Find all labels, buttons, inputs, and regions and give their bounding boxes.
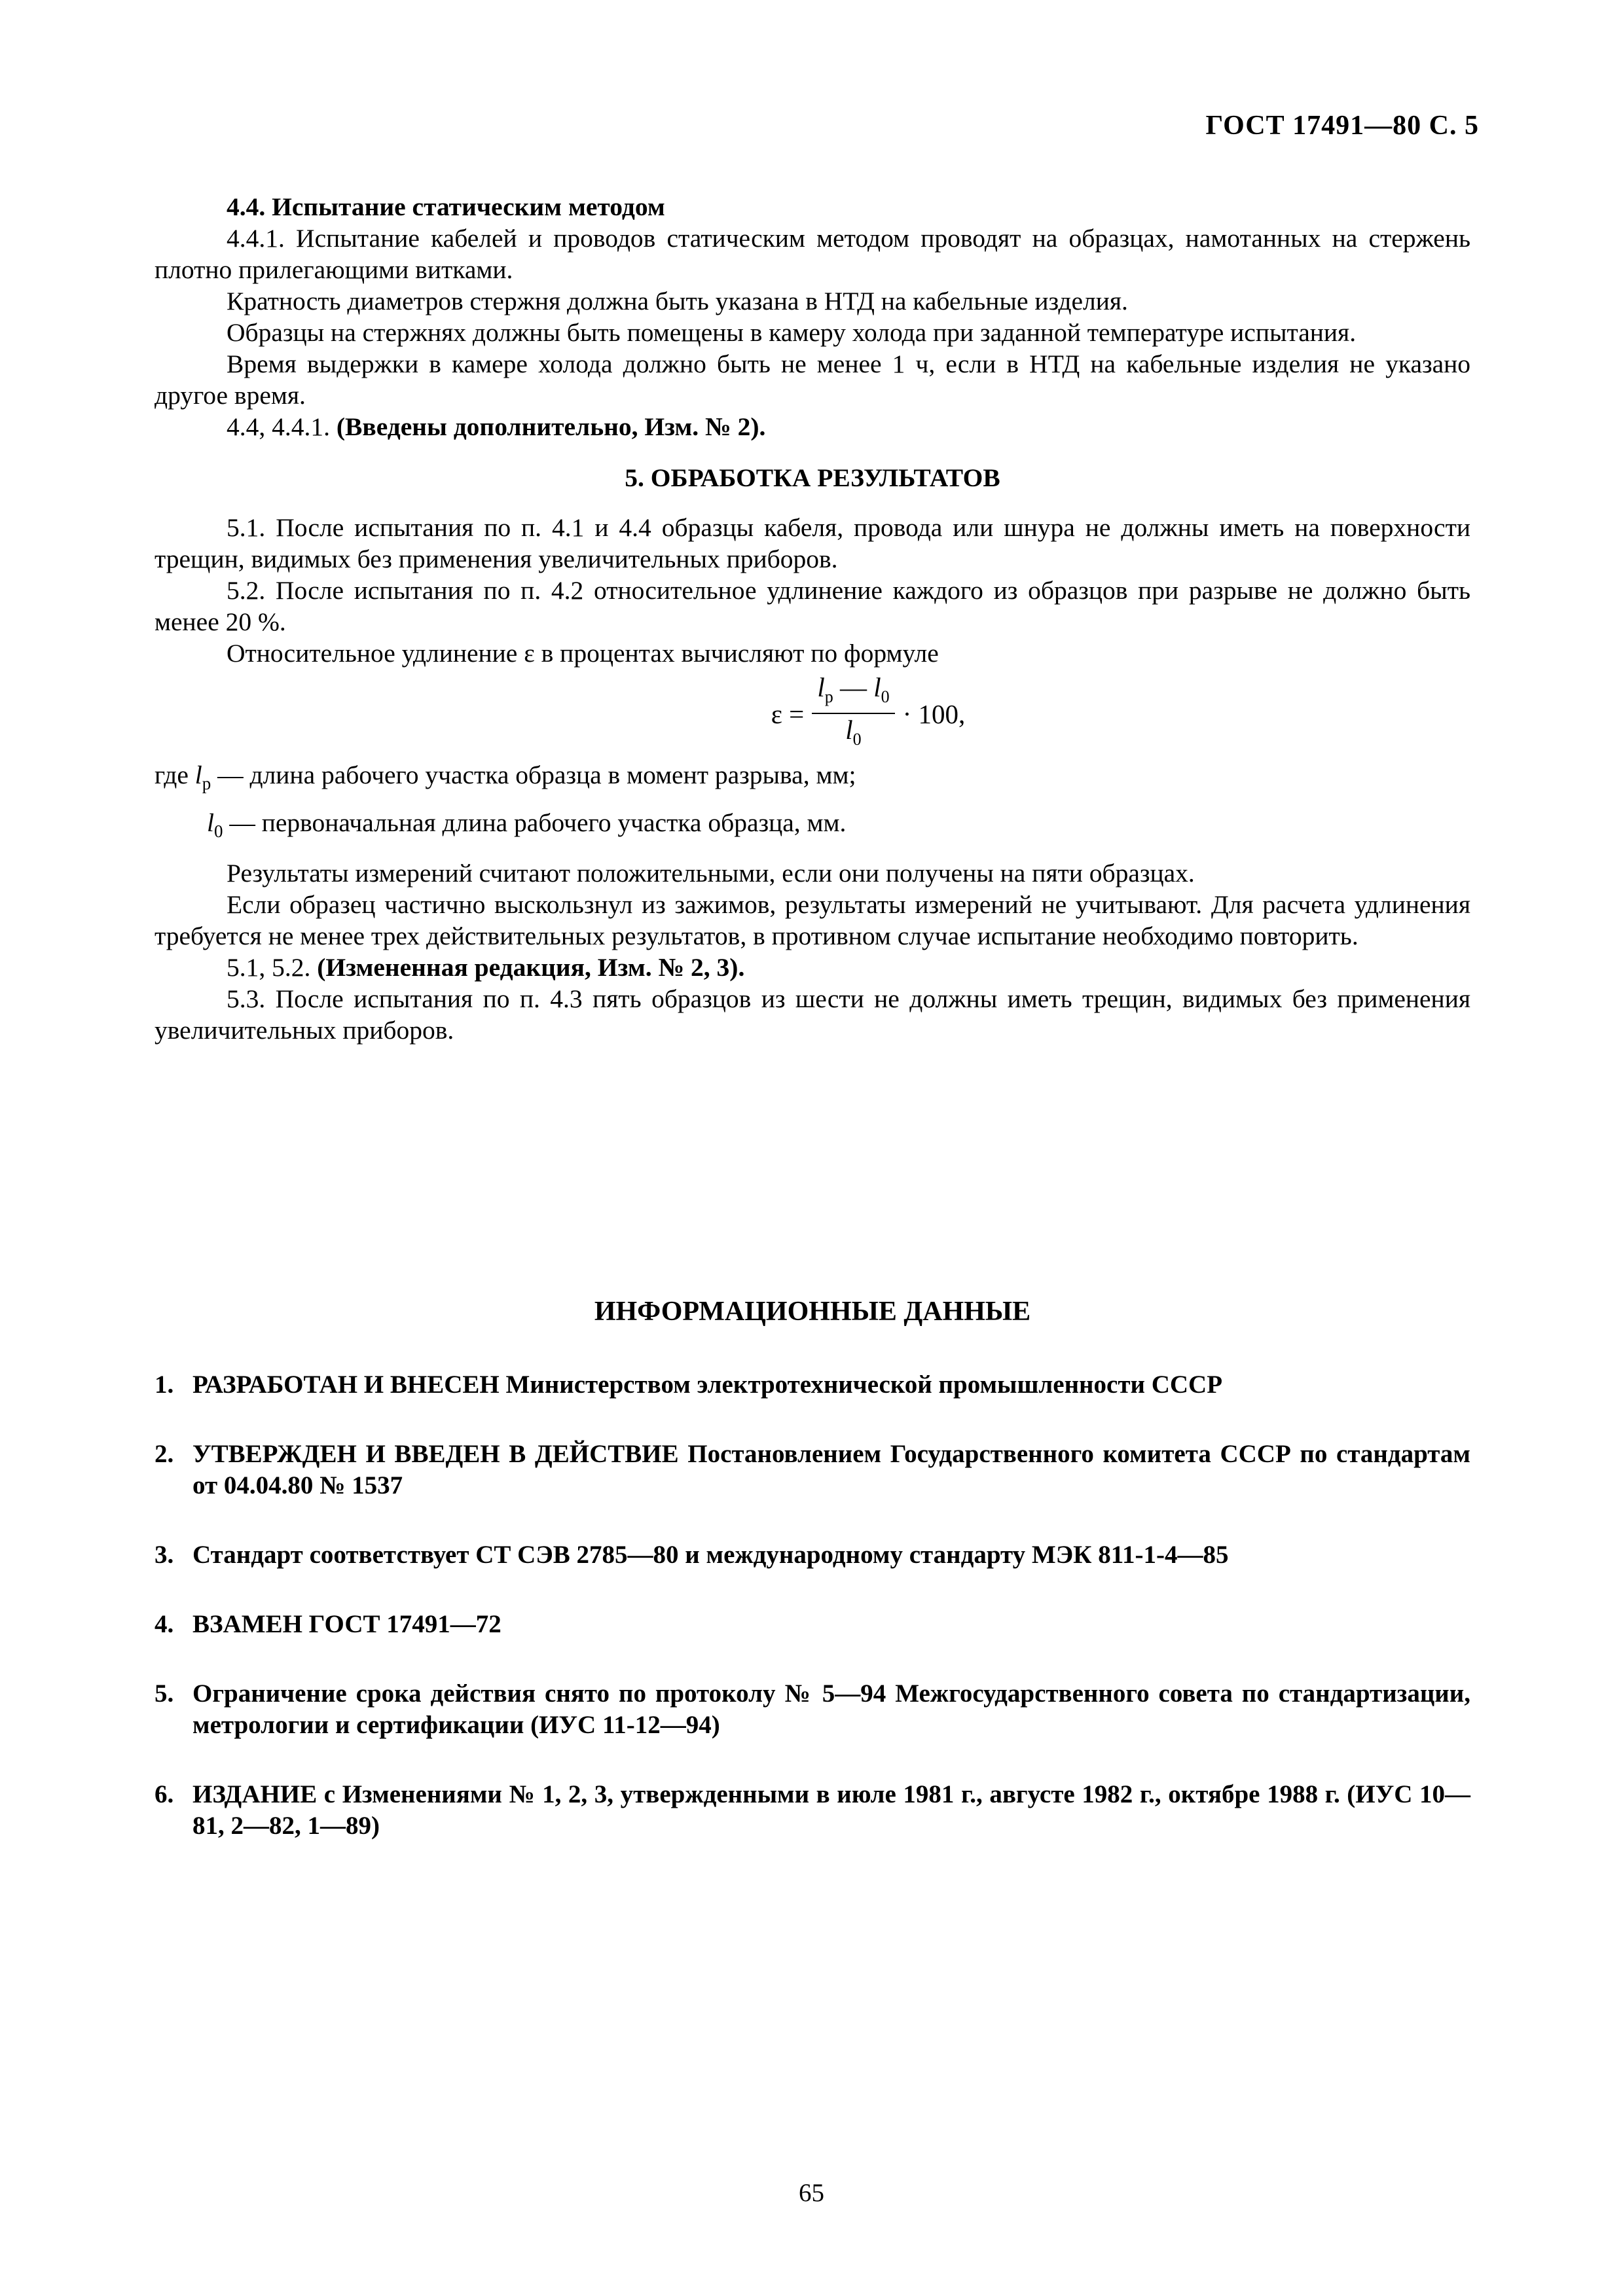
paragraph-4-4-1: 4.4.1. Испытание кабелей и проводов статическим методом проводят на образцах, намотанных на стержень плотно прилегающими витками. [155,224,1470,284]
paragraph-formula-intro: Относительное удлинение ε в процентах вычисляют по формуле [227,639,939,668]
formula-lhs: ε = [771,699,805,729]
info-item: 4. ВЗАМЕН ГОСТ 17491—72 [155,1610,501,1638]
definition-lp: где $l_р$ — длина рабочего участка образца в момент разрыва, мм; [155,761,856,793]
page-header: ГОСТ 17491—80 С. 5 [1205,111,1479,141]
info-item: 6. ИЗДАНИЕ с Изменениями № 1, 2, 3, утвержденными в июле 1981 г., августе 1982 г., октябре 1988 г. (ИУС 10—81, 2—82, 1—89) [155,1780,1470,1840]
amendment-ref: 4.4, 4.4.1. [227,412,330,441]
formula-fraction [812,673,894,755]
info-item: 2. УТВЕРЖДЕН И ВВЕДЕН В ДЕЙСТВИЕ Постановлением Государственного комитета СССР по стандартам от 04.04.80 № 1537 [155,1440,1470,1499]
paragraph-exposure-time: Время выдержки в камере холода должно быть не менее 1 ч, если в НТД на кабельные изделия не указано другое время. [155,350,1470,410]
section-5-title: 5. ОБРАБОТКА РЕЗУЛЬТАТОВ [625,463,1000,492]
amendment-ref: 5.1, 5.2. [227,952,311,982]
amendment-note-4-4 [155,411,1470,442]
amendment-text: (Измененная редакция, Изм. № 2, 3). [317,952,745,982]
info-item: 1. РАЗРАБОТАН И ВНЕСЕН Министерством электротехнической промышленности СССР [155,1371,1223,1399]
main-content [155,191,1470,1840]
info-item: 5. Ограничение срока действия снято по протоколу № 5—94 Межгосударственного совета по стандартизации, метрологии и сертификации (ИУС 11-12—94) [155,1679,1470,1739]
elongation-formula [266,672,1470,750]
paragraph-5-3: 5.3. После испытания по п. 4.3 пять образцов из шести не должны иметь трещин, видимых без применения увеличительных приборов. [155,984,1470,1045]
paragraph-5-2: 5.2. После испытания по п. 4.2 относительное удлинение каждого из образцов при разрыве не должно быть менее 20 %. [155,576,1470,636]
paragraph-rod-ratio: Кратность диаметров стержня должна быть указана в НТД на кабельные изделия. [227,287,1128,315]
info-data-list [155,1369,1470,1880]
formula-denominator: $l_0$ [845,715,862,749]
info-item: 3. Стандарт соответствует СТ СЭВ 2785—80 и международному стандарту МЭК 811-1-4—85 [155,1541,1229,1569]
info-data-title: ИНФОРМАЦИОННЫЕ ДАННЫЕ [594,1297,1031,1327]
paragraph-cold-chamber: Образцы на стержнях должны быть помещены в камеру холода при заданной температуре испытания. [227,318,1357,347]
formula-numerator: $l_р$ — $l_0$ [812,673,894,714]
paragraph-results: Результаты измерений считают положительными, если они получены на пяти образцах. [227,858,1195,888]
amendment-text: (Введены дополнительно, Изм. № 2). [336,412,766,441]
amendment-note-5 [155,952,1470,983]
paragraph-5-1: 5.1. После испытания по п. 4.1 и 4.4 образцы кабеля, провода или шнура не должны иметь на поверхности трещин, видимых без применения увеличительных приборов. [155,513,1470,573]
section-4-4-title: 4.4. Испытание статическим методом [227,192,665,221]
formula-tail: · 100, [902,699,966,729]
page-number: 65 [799,2179,824,2207]
definition-l0: $l_0$ — первоначальная длина рабочего участка образца, мм. [207,808,847,841]
paragraph-slip: Если образец частично выскользнул из зажимов, результаты измерений не учитывают. Для расчета удлинения требуется не менее трех действительных результатов, в противном случае испытание необходимо повторить. [155,889,1470,950]
